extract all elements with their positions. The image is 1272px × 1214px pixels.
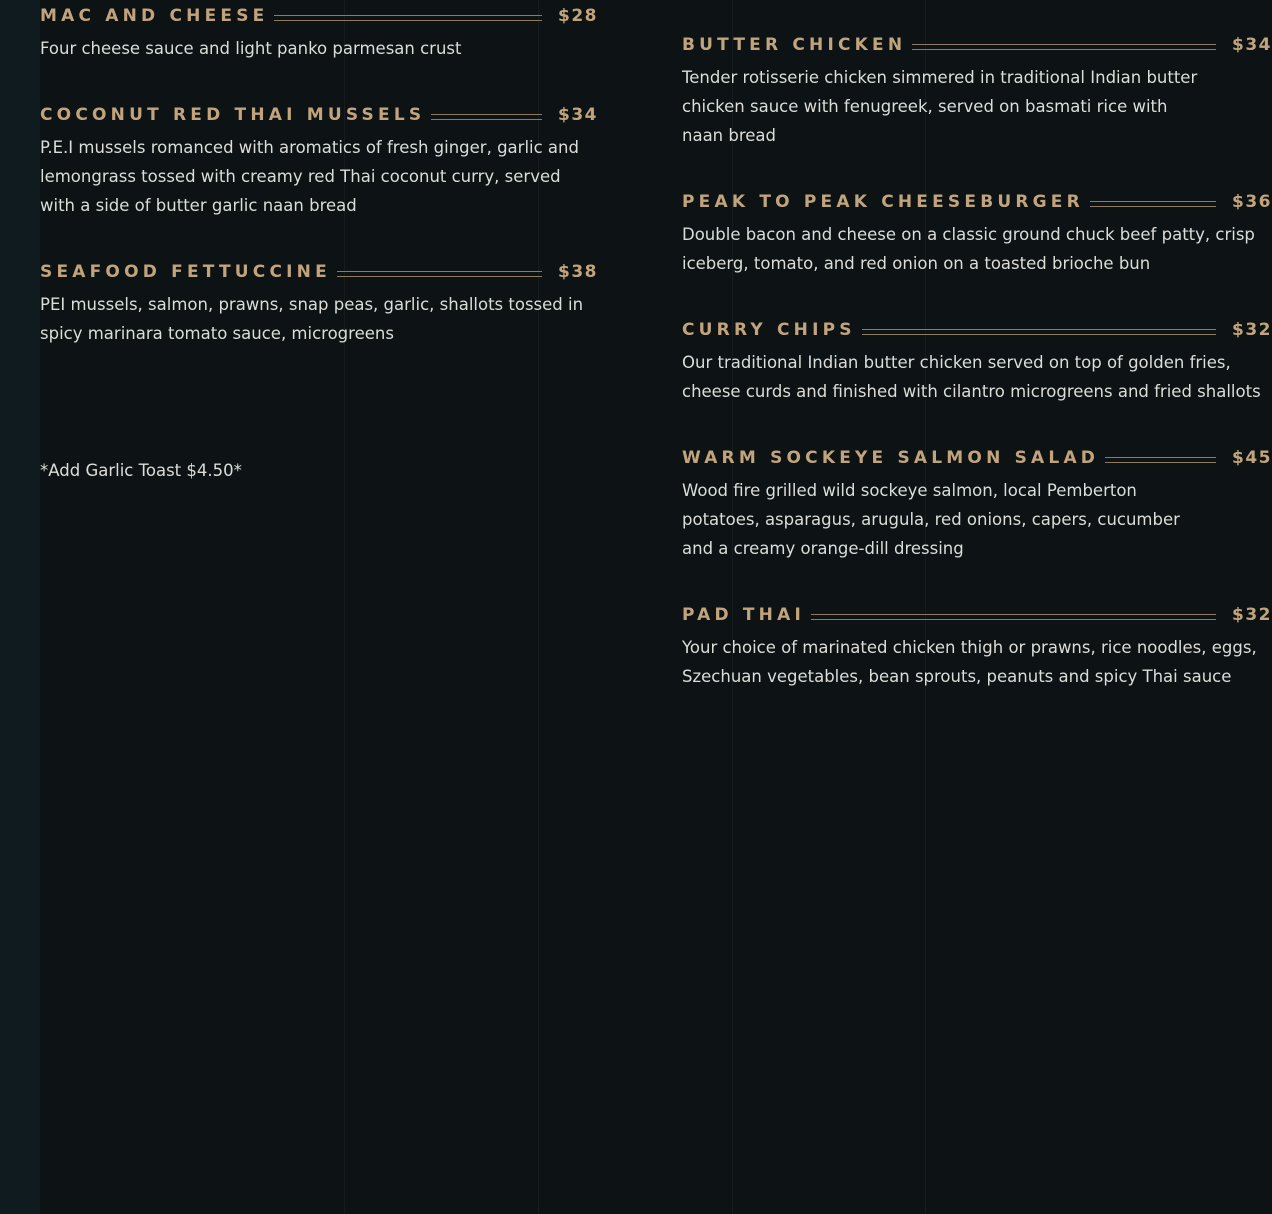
dotted-leader-rule xyxy=(337,271,542,277)
menu-item-header xyxy=(682,35,1272,55)
dotted-leader-rule xyxy=(1105,457,1216,463)
menu-item-description: PEI mussels, salmon, prawns, snap peas, garlic, shallots tossed in spicy marinara tomato sauce, microgreens xyxy=(40,295,584,343)
menu-item-price: $32 xyxy=(1232,605,1272,625)
menu-item-name: MAC AND CHEESE xyxy=(40,6,269,26)
menu-item xyxy=(682,605,1272,691)
menu-item-description: Our traditional Indian butter chicken served on top of golden fries, cheese curds and finished with cilantro microgreens and fried shallots xyxy=(682,353,1261,401)
add-on-note: *Add Garlic Toast $4.50* xyxy=(40,461,242,480)
menu-item-name: PAD THAI xyxy=(682,605,805,625)
menu-item-description: Your choice of marinated chicken thigh or prawns, rice noodles, eggs, Szechuan vegetables, bean sprouts, peanuts and spicy Thai sauce xyxy=(682,638,1257,686)
menu-item-name: BUTTER CHICKEN xyxy=(682,35,907,55)
menu-item-price: $38 xyxy=(558,262,598,282)
menu-item xyxy=(40,262,598,348)
menu-item-price: $28 xyxy=(558,6,598,26)
dotted-leader-rule xyxy=(912,44,1216,50)
menu-item-header xyxy=(682,448,1272,468)
menu-item-name: SEAFOOD FETTUCCINE xyxy=(40,262,331,282)
menu-item-price: $45 xyxy=(1232,448,1272,468)
menu-item xyxy=(682,320,1272,406)
menu-item-name: WARM SOCKEYE SALMON SALAD xyxy=(682,448,1100,468)
menu-item-description: Double bacon and cheese on a classic ground chuck beef patty, crisp iceberg, tomato, and red onion on a toasted brioche bun xyxy=(682,225,1255,273)
menu-item xyxy=(682,35,1272,150)
menu-item-price: $32 xyxy=(1232,320,1272,340)
menu-item xyxy=(682,192,1272,278)
menu-item-header xyxy=(682,605,1272,625)
menu-item-description: Wood fire grilled wild sockeye salmon, local Pemberton potatoes, asparagus, arugula, red onions, capers, cucumber and a creamy orange-dill dressing xyxy=(682,481,1180,558)
menu-item-name: PEAK TO PEAK CHEESEBURGER xyxy=(682,192,1084,212)
menu-item-header xyxy=(682,320,1272,340)
menu-item xyxy=(40,105,598,220)
menu-item-price: $36 xyxy=(1232,192,1272,212)
menu-item-header xyxy=(40,6,598,26)
menu-item xyxy=(40,6,598,63)
menu-item-header xyxy=(682,192,1272,212)
menu-item-price: $34 xyxy=(1232,35,1272,55)
menu-item-description: Four cheese sauce and light panko parmesan crust xyxy=(40,39,462,58)
dotted-leader-rule xyxy=(431,114,542,120)
dotted-leader-rule xyxy=(274,15,542,21)
menu-item-header xyxy=(40,262,598,282)
dotted-leader-rule xyxy=(1090,201,1216,207)
dotted-leader-rule xyxy=(811,614,1216,620)
dotted-leader-rule xyxy=(862,329,1216,335)
menu-item-name: COCONUT RED THAI MUSSELS xyxy=(40,105,426,125)
menu-item-price: $34 xyxy=(558,105,598,125)
left-edge-band xyxy=(0,0,40,1214)
menu-item-name: CURRY CHIPS xyxy=(682,320,856,340)
menu-item xyxy=(682,448,1272,563)
menu-item-header xyxy=(40,105,598,125)
menu-item-description: P.E.I mussels romanced with aromatics of fresh ginger, garlic and lemongrass tossed with creamy red Thai coconut curry, served with a side of butter garlic naan bread xyxy=(40,138,579,215)
menu-item-description: Tender rotisserie chicken simmered in traditional Indian butter chicken sauce with fenugreek, served on basmati rice with naan bread xyxy=(682,68,1198,145)
